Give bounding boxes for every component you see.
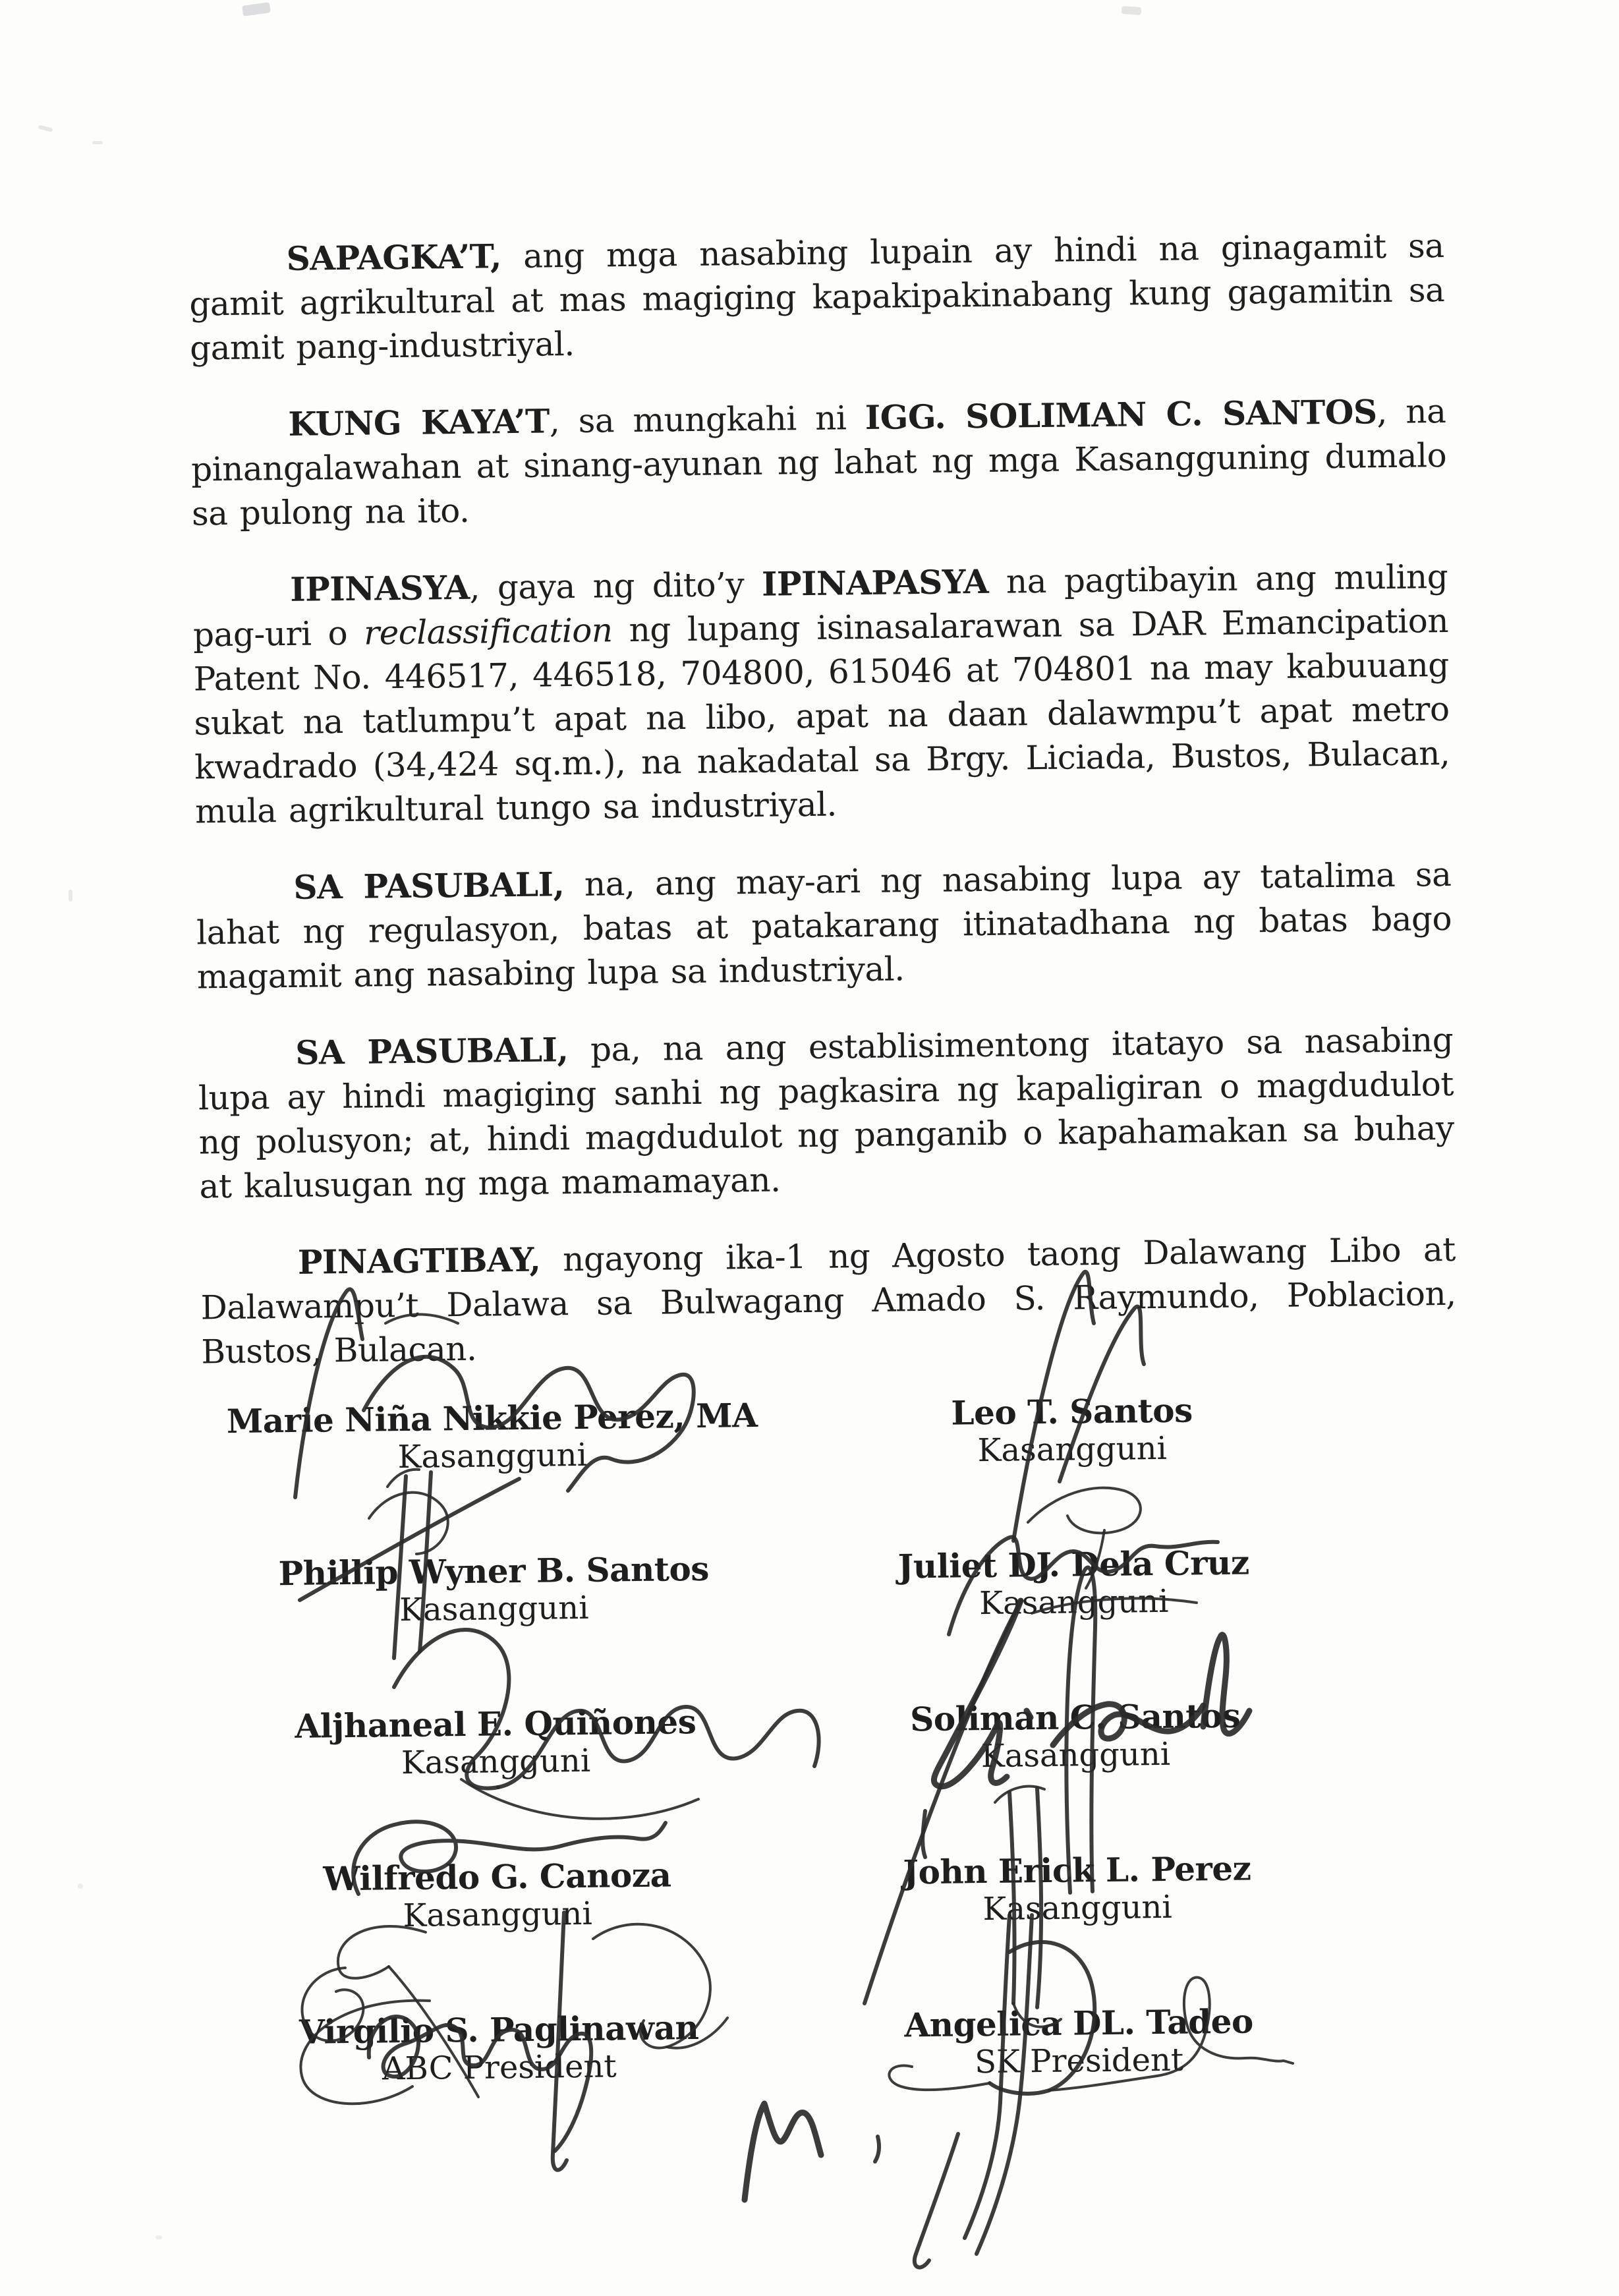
- signature-block-aljhaneal-e-qui-ones: [231, 1624, 760, 1783]
- signatory-name: Juliet DJ. Dela Cruz: [897, 1543, 1250, 1586]
- resolution-paragraph: SAPAGKA’T, ang mga nasabing lupain ay hindi na ginagamit sa gamit agrikultural at mas magiging kapakipakinabang kung gagamitin sa gamit pang-industriyal.: [189, 227, 1445, 368]
- signatory-title: Kasangguni: [980, 1735, 1171, 1775]
- resolution-paragraph: PINAGTIBAY, ngayong ika-1 ng Agosto taong Dalawang Libo at Dalawampu’t Dalawa sa Bulwagang Amado S. Raymundo, Poblacion, Bustos, Bulacan.: [200, 1230, 1456, 1371]
- signatory-name: Wilfredo G. Canoza: [323, 1855, 671, 1899]
- signatory-title: Kasangguni: [403, 1895, 593, 1935]
- signatory-title: Kasangguni: [399, 1589, 589, 1629]
- signature-block-wilfredo-g-canoza: [233, 1777, 762, 1936]
- resolution-paragraph: KUNG KAYA’T, sa mungkahi ni IGG. SOLIMAN C. SANTOS, na pinangalawahan at sinang-ayunan ng lahat ng mga Kasangguning dumalo sa pulong na ito.: [190, 391, 1447, 533]
- resolution-paragraph: SA PASUBALI, pa, na ang establisimentong itatayo sa nasabing lupa ay hindi magiging sanhi ng pagkasira ng kapaligiran o magdudulot ng polusyon; at, hindi magdudulot ng panganib o kapahamakan sa buhay at kalusugan ng mga mamamayan.: [198, 1020, 1455, 1206]
- signature-grid: [227, 1312, 1343, 2089]
- signature-block-juliet-dj-dela-cruz: [809, 1465, 1338, 1624]
- resolution-paragraph: IPINASYA, gaya ng dito’y IPINAPASYA na pagtibayin ang muling pag-uri o reclassification ng lupang isinasalarawan sa DAR Emancipation Patent No. 446517, 446518, 704800, 615046 at 704801 na may kabuuang sukat na tatlumpu’t apat na libo, apat na daan dalawmpu’t apat metro kwadrado (34,424 sq.m.), na nakadatal sa Brgy. Liciada, Bustos, Bulacan, mula agrikultural tungo sa industriyal.: [192, 557, 1450, 831]
- resolution-paragraphs: [188, 223, 1457, 1406]
- resolution-paragraph: SA PASUBALI, na, ang may-ari ng nasabing lupa ay tatalima sa lahat ng regulasyon, batas at patakarang itinatadhana ng batas bago magamit ang nasabing lupa sa industriyal.: [196, 855, 1452, 996]
- signature-block-soliman-c-santos: [810, 1618, 1340, 1777]
- signature-block-angelica-dl-tadeo: [814, 1924, 1343, 2082]
- signatory-name: Virgilio S. Paglinawan: [298, 2008, 699, 2052]
- signatory-name: Marie Niña Nikkie Perez, MA: [226, 1395, 758, 1441]
- signatory-title: Kasangguni: [397, 1436, 588, 1476]
- signatory-name: Phillip Wyner B. Santos: [278, 1549, 710, 1593]
- signatory-title: Kasangguni: [977, 1429, 1168, 1470]
- signatory-name: Angelica DL. Tadeo: [904, 2001, 1254, 2045]
- signature-block-virgilio-s-paglinawan: [234, 1930, 763, 2089]
- signature-block-marie-ni-a-nikkie-perez-ma: [227, 1319, 756, 1478]
- signatory-title: Kasangguni: [982, 1888, 1173, 1928]
- signatory-name: Leo T. Santos: [951, 1391, 1193, 1433]
- signatory-name: John Erick L. Perez: [903, 1849, 1251, 1892]
- signatory-title: Kasangguni: [401, 1742, 591, 1782]
- signatory-title: Kasangguni: [979, 1582, 1169, 1622]
- signatory-title: ABC President: [382, 2048, 617, 2088]
- signatory-title: SK President: [974, 2041, 1184, 2081]
- signatory-name: Aljhaneal E. Quiñones: [295, 1702, 696, 1746]
- signature-block-leo-t-santos: [807, 1312, 1336, 1471]
- signature-block-phillip-wyner-b-santos: [229, 1472, 758, 1630]
- signature-block-john-erick-l-perez: [812, 1771, 1342, 1930]
- signatory-name: Soliman C. Santos: [909, 1696, 1241, 1739]
